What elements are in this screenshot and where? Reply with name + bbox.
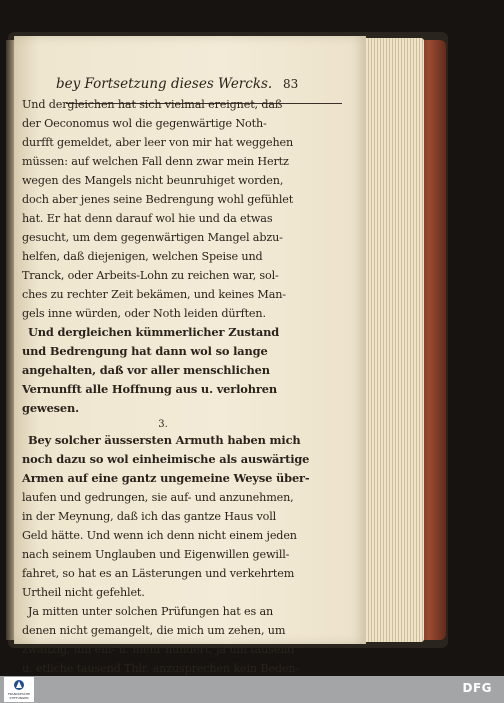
text-line: zwanzig, um ein- u. mehr hundert, ja um tausend bbox=[22, 643, 295, 656]
body-text bbox=[22, 95, 310, 697]
text-line-bold: und Bedrengung hat dann wol so lange bbox=[22, 344, 268, 358]
page-stack-edge bbox=[360, 38, 424, 642]
page-number: 83 bbox=[283, 77, 299, 91]
library-logo bbox=[4, 677, 34, 702]
text-line: denen nicht gemangelt, die mich um zehen, um bbox=[22, 624, 286, 637]
text-line: laufen und gedrungen, sie auf- und anzunehmen, bbox=[22, 491, 294, 504]
section-number: 3. bbox=[158, 419, 168, 430]
text-line: fahret, so hat es an Lästerungen und verkehrtem bbox=[22, 567, 295, 580]
text-line: müssen: auf welchen Fall denn zwar mein Hertz bbox=[22, 155, 289, 168]
text-line-bold: Vernunfft alle Hoffnung aus u. verlohren bbox=[22, 382, 277, 396]
text-line: in der Meynung, daß ich das gantze Haus voll bbox=[22, 510, 277, 523]
running-head-title: bey Fortsetzung dieses Wercks. bbox=[56, 76, 273, 92]
text-line-bold: Bey solcher äussersten Armuth haben mich bbox=[28, 433, 301, 447]
text-line: Urtheil nicht gefehlet. bbox=[22, 586, 145, 599]
text-line-bold: Und dergleichen kümmerlicher Zustand bbox=[28, 325, 280, 339]
text-line-bold: gewesen. bbox=[22, 401, 79, 415]
text-line: nach seinem Unglauben und Eigenwillen gewill- bbox=[22, 548, 290, 561]
text-line: durfft gemeldet, aber leer von mir hat weggehen bbox=[22, 136, 294, 149]
text-line-bold: angehalten, daß vor aller menschlichen bbox=[22, 363, 270, 377]
text-line: Geld hätte. Und wenn ich denn nicht einem jeden bbox=[22, 529, 297, 542]
text-line: Tranck, oder Arbeits-Lohn zu reichen war, sol- bbox=[22, 269, 279, 282]
dfg-logo: DFG bbox=[462, 681, 492, 695]
text-line: Ja mitten unter solchen Prüfungen hat es an bbox=[28, 605, 274, 618]
viewer-footer-bar bbox=[0, 676, 504, 703]
text-line-bold: noch dazu so wol einheimische als auswärtige bbox=[22, 452, 310, 466]
text-line: Und dergleichen hat sich vielmal ereignet, daß bbox=[22, 98, 283, 111]
book-page bbox=[14, 36, 366, 675]
text-line-bold: Armen auf eine gantz ungemeine Weyse über- bbox=[22, 471, 310, 485]
library-emblem-icon bbox=[13, 679, 25, 691]
text-line: hat. Er hat denn darauf wol hie und da etwas bbox=[22, 212, 273, 225]
text-line: u. etliche tausend Thlr. anzusprechen kein Beden- bbox=[22, 662, 300, 675]
text-line: der Oeconomus wol die gegenwärtige Noth- bbox=[22, 117, 267, 130]
text-line: doch aber jenes seine Bedrengung wohl gefühlet bbox=[22, 193, 294, 206]
text-line: ches zu rechter Zeit bekämen, und keines Man- bbox=[22, 288, 286, 301]
library-logo-text: FRANCKESCHE STIFTUNGEN bbox=[7, 692, 31, 700]
text-line: wegen des Mangels nicht beunruhiget worden, bbox=[22, 174, 284, 187]
text-line: gesucht, um dem gegenwärtigen Mangel abzu- bbox=[22, 231, 283, 244]
text-line: gels inne würden, oder Noth leiden dürften. bbox=[22, 307, 266, 320]
text-line: helfen, daß diejenigen, welchen Speise und bbox=[22, 250, 263, 263]
